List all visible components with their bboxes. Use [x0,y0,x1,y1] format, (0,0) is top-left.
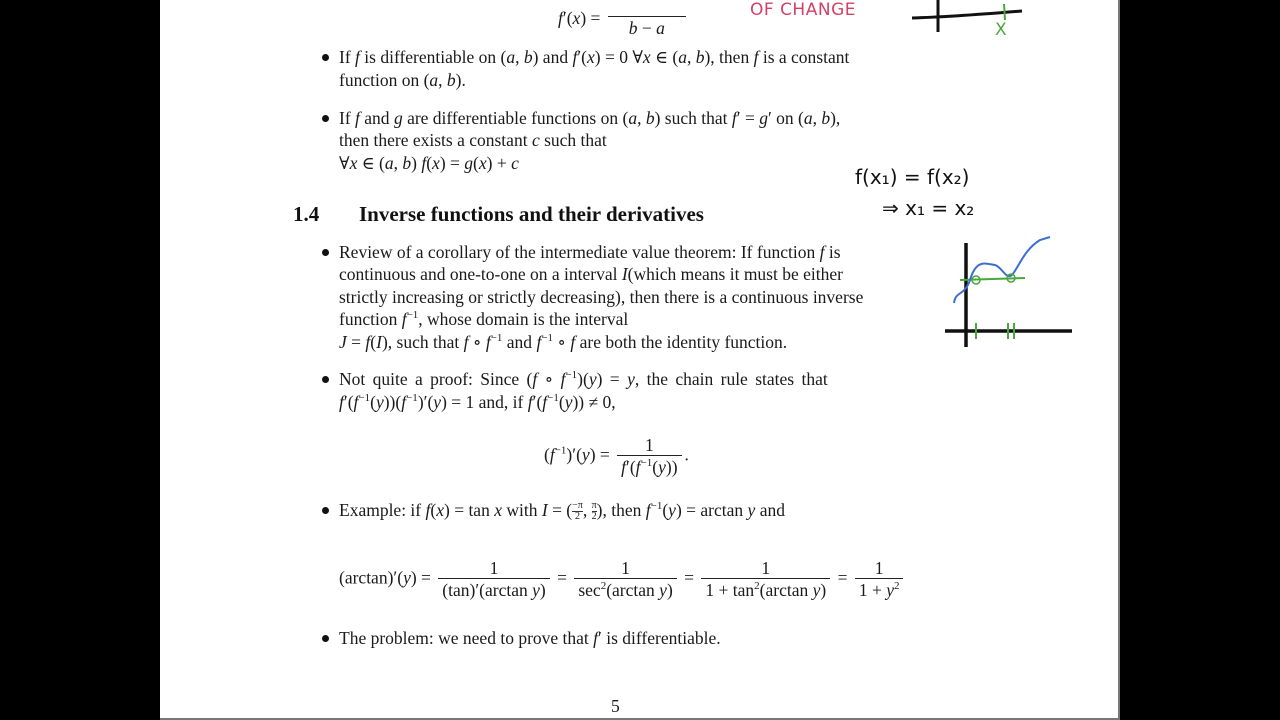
bullet-equal-derivatives-line2: then there exists a constant c such that [339,130,607,150]
handwritten-x-label: X [995,20,1007,40]
inverse-derivative-formula: $(f^{-1})'(y)$ = $\frac{1}{f'(f^{-1}(y))}$ . [544,435,689,477]
section-title: Inverse functions and their derivatives [359,202,704,226]
bullet-equal-derivatives-line3: ∀x ∈ (a, b) f(x) = g(x) + c [339,153,519,173]
mean-value-formula: f′(x) = b − a [558,0,689,39]
handwritten-one-to-one-implies: ⇒ x₁ = x₂ [882,196,975,220]
arctan-derivative-chain: (arctan)′(y) = $\frac{1}{\text{(tan)′(arctan y)}}$ = $\frac{1}{\sec^2(\arctan y)}$ = $\frac{1}{1 + \tan^2(\arctan y)}$ = $\frac{1}{1 + y^2}$ [339,558,906,601]
proof-line2: $f'(f^{-1}(y))(f^{-1})'(y) = 1$ and, if $f'(f^{-1}(y)) \ne 0$, [339,392,616,412]
handwritten-function-graph [940,235,1080,350]
page-number: 5 [611,696,620,716]
bullet-icon [322,54,329,61]
bullet-icon [322,376,329,383]
bullet-icon [322,249,329,256]
ivt-line2: continuous and one-to-one on a interval I(which means it must be either [339,264,843,284]
problem-line: The problem: we need to prove that f′ is differentiable. [339,628,721,648]
ivt-line3: strictly increasing or strictly decreasing), then there is a continuous inverse [339,287,864,307]
ivt-line1: Review of a corollary of the intermediate value theorem: If function f is [339,242,841,262]
ivt-line5: J = f(I), such that f ∘ $f^{-1}$ and $f^{-1}$ ∘ f are both the identity function. [339,332,788,352]
bullet-constant-function: If f is differentiable on (a, b) and f′(x) = 0 ∀x ∈ (a, b), then f is a constant [339,47,850,67]
bullet-equal-derivatives: If f and g are differentiable functions on (a, b) such that f′ = g′ on (a, b), [339,108,841,128]
bullet-icon [322,635,329,642]
proof-line1: Not quite a proof: Since (f ∘ $f^{-1})(y) = y$, the chain rule states that [339,369,828,389]
bullet-icon [322,115,329,122]
bullet-icon [322,507,329,514]
example-line: Example: if f(x) = tan x with I = ( $\frac{-\pi}{2}$ , $\frac{\pi}{2}$ ), then $f^{-1}(y) = \arctan y$ and [339,500,785,523]
handwritten-one-to-one-def: f(x₁) = f(x₂) [855,165,970,189]
handwritten-axis-sketch [910,0,1030,50]
section-number: 1.4 [293,202,320,226]
ivt-line4: function $f^{-1}$, whose domain is the interval [339,309,629,329]
bullet-constant-function-cont: function on (a, b). [339,70,466,90]
document-page [160,0,1120,720]
handwritten-red-note: OF CHANGE [750,0,856,20]
